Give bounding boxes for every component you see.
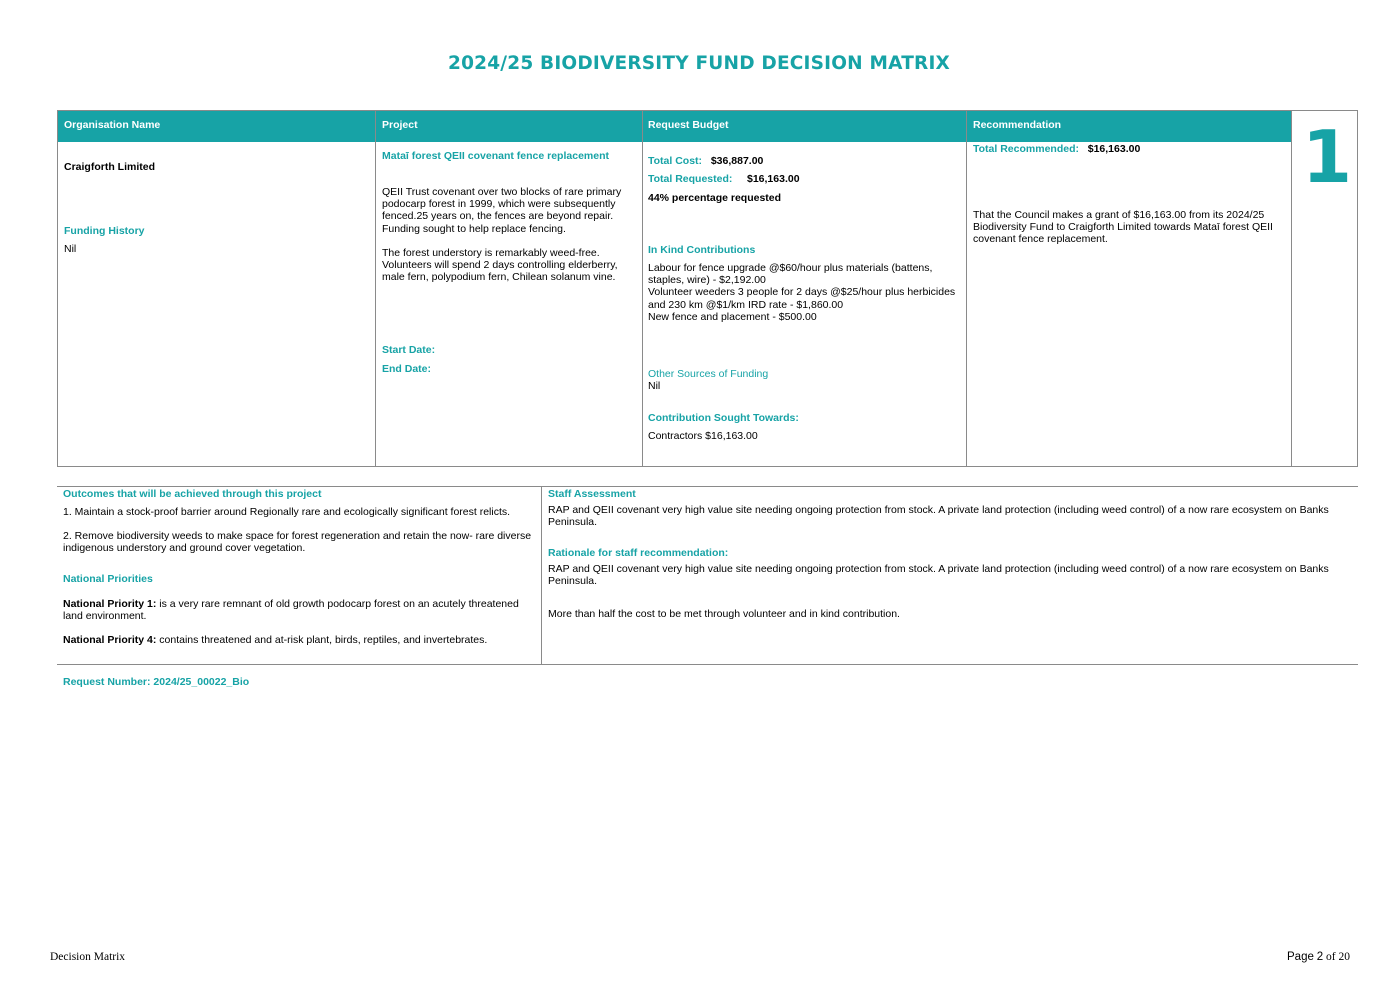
national-priority-4 (63, 634, 539, 646)
item-number: 1 (1302, 115, 1353, 199)
page-current: 2 (1316, 951, 1324, 963)
outcome-item-1: 1. Maintain a stock-proof barrier around Regionally rare and ecologically significant forest relicts. (63, 506, 511, 518)
column-divider (642, 111, 643, 466)
outcomes-heading: Outcomes that will be achieved through this project (63, 488, 322, 500)
page-title: 2024/25 BIODIVERSITY FUND DECISION MATRIX (448, 53, 950, 74)
column-divider (375, 111, 376, 466)
column-divider (966, 111, 967, 466)
decision-table (57, 110, 1358, 467)
np1-text: is a very rare remnant of old growth podocarp forest on an acutely threatened land environment. (63, 598, 519, 623)
national-priority-1 (63, 598, 535, 622)
funding-history-value: Nil (64, 243, 77, 255)
np4-text: contains threatened and at-risk plant, birds, reptiles, and invertebrates. (156, 634, 488, 646)
contribution-label: Contribution Sought Towards: (648, 412, 799, 424)
start-date-label: Start Date: (382, 344, 436, 356)
total-recommended-label: Total Recommended: (973, 143, 1079, 155)
rationale-heading: Rationale for staff recommendation: (548, 547, 729, 559)
outcomes-section (57, 486, 1358, 665)
contribution-value: Contractors $16,163.00 (648, 430, 758, 442)
percentage-requested: 44% percentage requested (648, 192, 782, 204)
total-cost-value: $36,887.00 (710, 155, 764, 167)
page-label: Page (1287, 951, 1314, 963)
staff-assessment-heading: Staff Assessment (548, 488, 636, 500)
end-date-label: End Date: (382, 363, 432, 375)
column-divider (1291, 111, 1292, 466)
header-project: Project (382, 119, 418, 131)
other-sources-label: Other Sources of Funding (648, 368, 769, 380)
request-number: Request Number: 2024/25_00022_Bio (63, 676, 250, 688)
recommendation-text: That the Council makes a grant of $16,163.00 from its 2024/25 Biodiversity Fund to Craigforth Limited towards Mataī forest QEII covenant fence replacement. (973, 209, 1273, 246)
header-recommendation: Recommendation (973, 119, 1062, 131)
total-requested-label: Total Requested: (648, 173, 733, 185)
page-total: of 20 (1326, 951, 1350, 963)
funding-history-label: Funding History (64, 225, 145, 237)
in-kind-list (648, 262, 960, 323)
national-priorities-heading: National Priorities (63, 573, 153, 585)
total-cost-label: Total Cost: (648, 155, 703, 167)
list-item: Volunteer weeders 3 people for 2 days @$25/hour plus herbicides and 230 km @$1/km IRD rate - $1,860.00 (648, 286, 956, 311)
list-item: New fence and placement - $500.00 (648, 310, 817, 323)
project-description-2: The forest understory is remarkably weed-free. Volunteers will spend 2 days controlling elderberry, male fern, polypodium fern, Chilean solanum vine. (382, 247, 618, 284)
total-requested-value: $16,163.00 (747, 173, 800, 185)
organisation-name: Craigforth Limited (64, 161, 155, 173)
header-organisation: Organisation Name (64, 119, 161, 131)
project-description: QEII Trust covenant over two blocks of rare primary podocarp forest in 1999, which were subsequently fenced.25 years on, the fences are beyond repair. Funding sought to help replace fencing. (382, 186, 622, 235)
other-sources-value: Nil (648, 380, 661, 392)
total-recommended-value: $16,163.00 (1087, 143, 1141, 155)
staff-assessment-text: RAP and QEII covenant very high value site needing ongoing protection from stock. A private land protection (including weed control) of a now rare ecosystem on Banks Peninsula. (548, 504, 1329, 529)
column-divider (541, 487, 542, 664)
outcome-item-2: 2. Remove biodiversity weeds to make space for forest regeneration and retain the now- rare diverse indigenous understory and ground cover vegetation. (63, 530, 532, 555)
footer-title: Decision Matrix (50, 951, 126, 963)
rationale-text: RAP and QEII covenant very high value site needing ongoing protection from stock. A private land protection (including weed control) of a now rare ecosystem on Banks Peninsula. (548, 563, 1329, 588)
page-number (1287, 951, 1350, 963)
rationale-text-2: More than half the cost to be met through volunteer and in kind contribution. (548, 608, 900, 620)
list-item: Labour for fence upgrade @$60/hour plus materials (battens, staples, wire) - $2,192.00 (648, 262, 933, 287)
in-kind-label: In Kind Contributions (648, 244, 756, 256)
header-budget: Request Budget (648, 119, 729, 131)
project-title: Mataī forest QEII covenant fence replacement (382, 150, 609, 162)
np4-label: National Priority 4: (63, 634, 157, 646)
np1-label: National Priority 1: (63, 598, 157, 610)
